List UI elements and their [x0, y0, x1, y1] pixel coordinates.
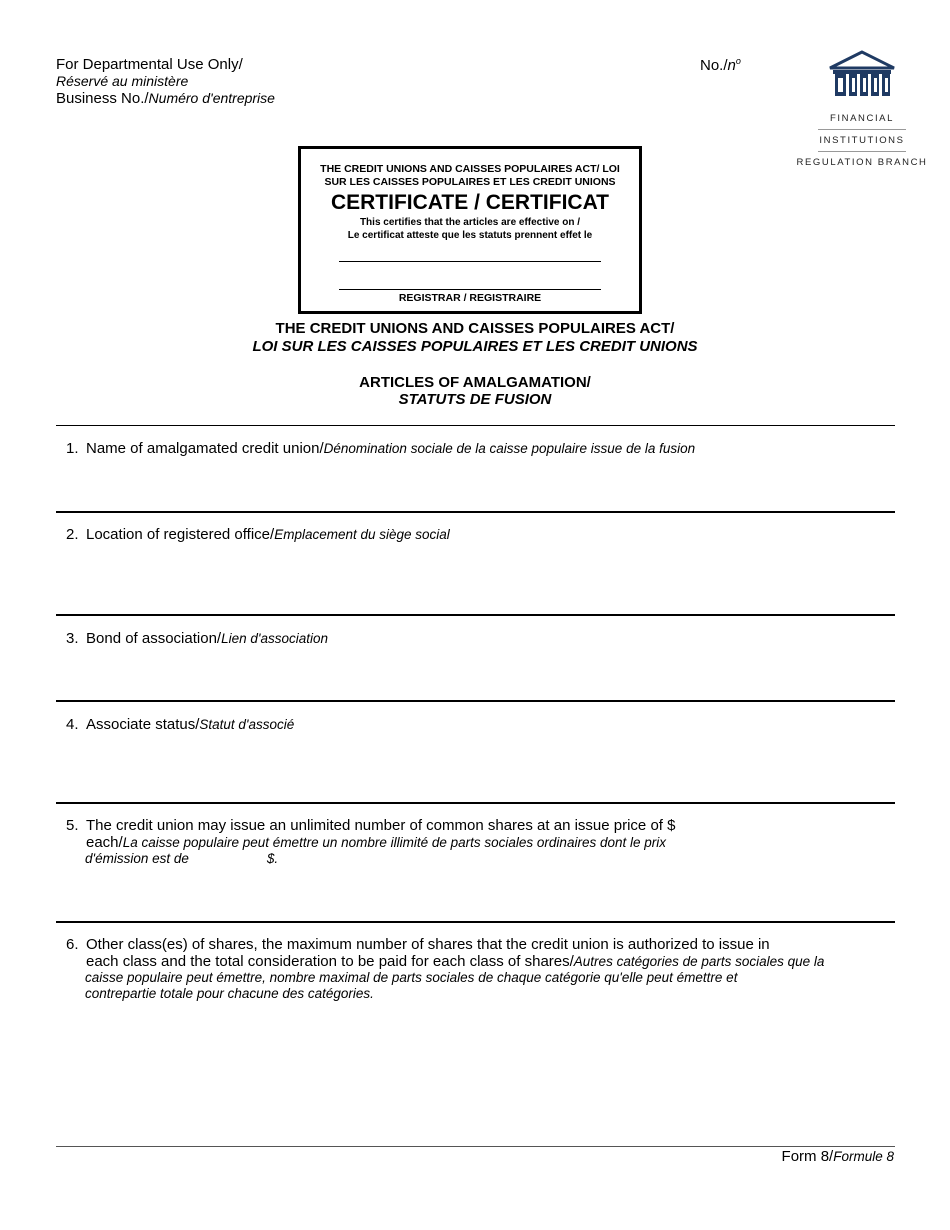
certificate-effective-en: This certifies that the articles are effective on /	[359, 217, 581, 228]
business-number-fr: Numéro d'entreprise	[148, 90, 275, 106]
logo-divider	[818, 129, 906, 130]
registrar-label: REGISTRAR / REGISTRAIRE	[398, 292, 542, 304]
certificate-act	[301, 163, 639, 189]
item-label-en: The credit union may issue an unlimited number of common shares at an issue price of $	[86, 817, 676, 834]
item-number: 5.	[66, 817, 79, 834]
item-label-fr-cont: contrepartie totale pour chacune des catégories.	[85, 986, 374, 1001]
certificate-act-line2: SUR LES CAISSES POPULAIRES ET LES CREDIT UNIONS	[324, 176, 616, 188]
item-number: 4.	[66, 716, 79, 733]
item-label-fr: Lien d'association	[221, 631, 328, 646]
articles-heading	[0, 374, 950, 408]
item-number: 1.	[66, 440, 79, 457]
form-number	[782, 1148, 894, 1165]
logo-text-regulation-branch: REGULATION BRANCH	[796, 157, 928, 168]
section-divider	[56, 802, 895, 804]
item-label-en: Location of registered office/	[86, 526, 275, 543]
item-label-en-cont: each/	[86, 834, 123, 851]
act-heading-en: THE CREDIT UNIONS AND CAISSES POPULAIRES ACT/	[275, 320, 675, 337]
item-label-fr-dollar: $.	[266, 851, 279, 866]
item-3-bond-of-association	[66, 630, 328, 647]
item-6-other-share-classes	[66, 936, 824, 1002]
item-label-fr: La caisse populaire peut émettre un nombre illimité de parts sociales ordinaires dont le prix	[122, 835, 666, 850]
footer-divider	[56, 1146, 895, 1147]
form-number-en: Form 8/	[781, 1148, 834, 1165]
item-label-en: Name of amalgamated credit union/	[86, 440, 324, 457]
dept-use-label: For Departmental Use Only/	[56, 56, 243, 73]
business-number-label	[56, 90, 275, 107]
item-label-en: Associate status/	[86, 716, 200, 733]
certificate-effective-fr: Le certificat atteste que les statuts prennent effet le	[347, 230, 593, 241]
certificate-act-line1: THE CREDIT UNIONS AND CAISSES POPULAIRES ACT/ LOI	[320, 163, 620, 175]
form-number-fr: Formule 8	[833, 1149, 894, 1164]
logo-divider	[818, 151, 906, 152]
logo-text-financial: FINANCIAL	[829, 113, 895, 124]
item-1-amalgamated-name	[66, 440, 695, 457]
logo-text-institutions: INSTITUTIONS	[819, 135, 905, 146]
number-label-sup: o	[735, 56, 741, 66]
item-4-associate-status	[66, 716, 294, 733]
item-label-fr: Emplacement du siège social	[274, 527, 450, 542]
item-number: 3.	[66, 630, 79, 647]
item-number: 6.	[66, 936, 79, 953]
item-label-fr: Dénomination sociale de la caisse populaire issue de la fusion	[323, 441, 696, 456]
number-label-fr: n	[727, 57, 736, 74]
item-label-fr: Statut d'associé	[199, 717, 295, 732]
item-label-en: Other class(es) of shares, the maximum number of shares that the credit union is authorized to issue in	[86, 936, 770, 953]
fi-regulation-branch-logo	[792, 50, 932, 168]
articles-heading-en: ARTICLES OF AMALGAMATION/	[359, 374, 591, 391]
dept-use-label-fr: Réservé au ministère	[56, 73, 189, 89]
section-divider	[56, 614, 895, 616]
certificate-effective-text	[301, 216, 639, 242]
section-divider	[56, 511, 895, 513]
act-heading-fr: LOI SUR LES CAISSES POPULAIRES ET LES CREDIT UNIONS	[252, 338, 698, 355]
certificate-box	[298, 146, 642, 314]
number-label	[700, 56, 741, 74]
item-label-en-cont: each class and the total consideration to be paid for each class of shares/	[86, 953, 574, 970]
effective-date-line	[339, 261, 601, 262]
item-label-fr: Autres catégories de parts sociales que la	[573, 954, 825, 969]
item-label-fr-cont: caisse populaire peut émettre, nombre maximal de parts sociales de chaque catégorie qu'elle peut émettre et	[85, 970, 738, 985]
section-divider	[56, 700, 895, 702]
item-number: 2.	[66, 526, 79, 543]
item-label-en: Bond of association/	[86, 630, 222, 647]
number-label-en: No./	[700, 57, 728, 74]
item-5-common-shares	[66, 817, 675, 867]
item-label-fr-cont: d'émission est de	[85, 851, 189, 866]
articles-heading-fr: STATUTS DE FUSION	[398, 391, 552, 408]
act-heading	[0, 320, 950, 356]
certificate-title: CERTIFICATE / CERTIFICAT	[330, 191, 610, 214]
registrar-signature-line	[339, 289, 601, 290]
business-number-en: Business No./	[56, 90, 149, 107]
section-divider	[56, 425, 895, 426]
departmental-use-block	[56, 56, 275, 107]
building-icon	[827, 50, 897, 100]
item-2-registered-office	[66, 526, 450, 543]
section-divider	[56, 921, 895, 923]
